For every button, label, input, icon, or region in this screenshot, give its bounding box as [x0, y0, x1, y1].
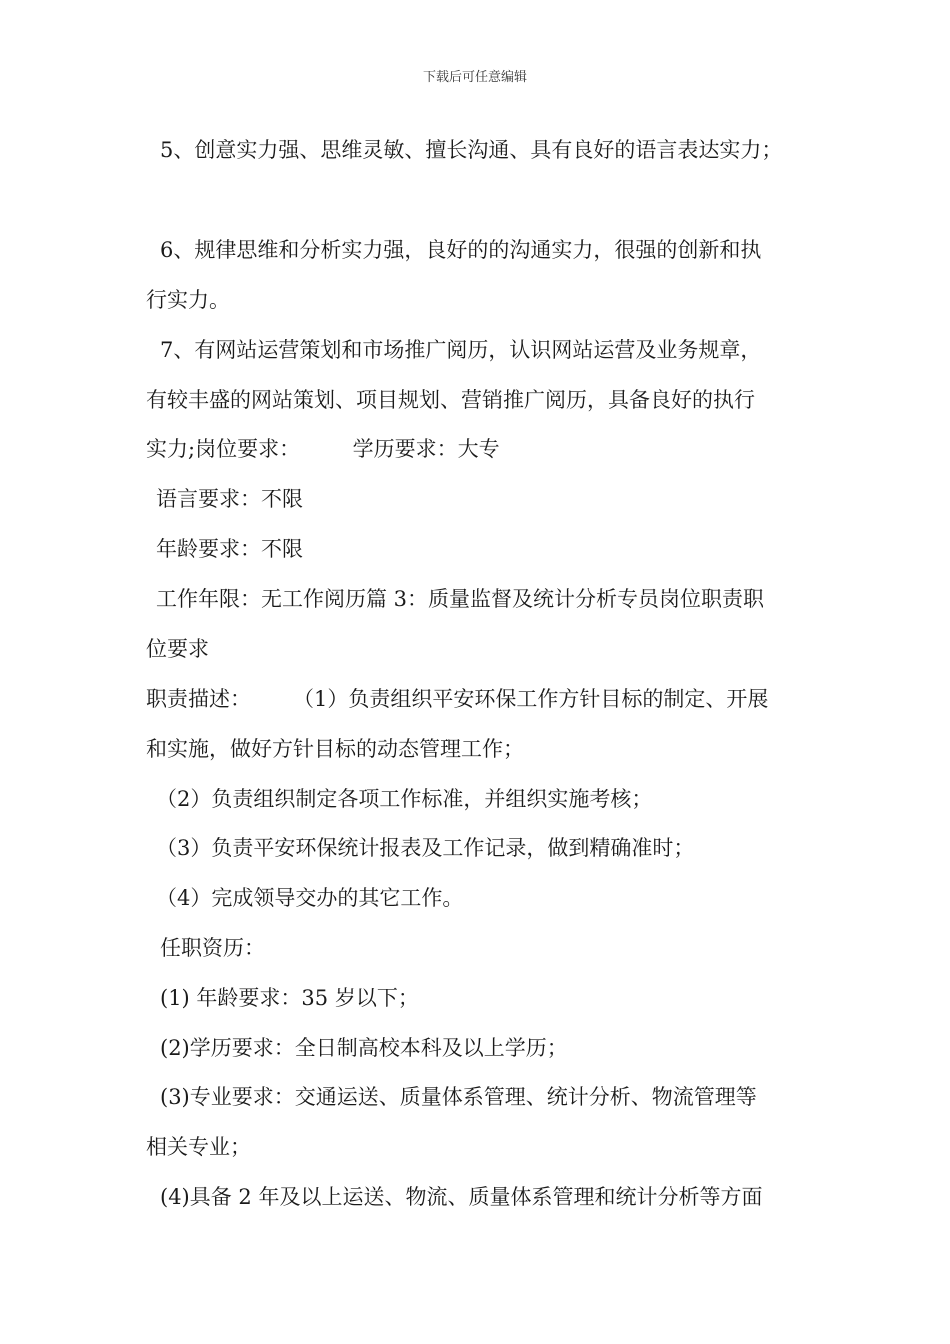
text-line: （4）完成领导交办的其它工作。	[156, 886, 464, 910]
text-line: （2）负责组织制定各项工作标准，并组织实施考核；	[156, 787, 653, 811]
text-line: (1) 年龄要求：35 岁以下；	[160, 986, 419, 1010]
text-line: 年龄要求：不限	[156, 537, 303, 561]
text-line: （3）负责平安环保统计报表及工作记录，做到精确准时；	[156, 836, 695, 860]
text-line: 和实施，做好方针目标的动态管理工作；	[146, 737, 524, 761]
text-line: 相关专业；	[146, 1135, 251, 1159]
text-line: 实力;岗位要求： 学历要求：大专	[146, 437, 500, 461]
text-line: 有较丰盛的网站策划、项目规划、营销推广阅历，具备良好的执行	[146, 388, 755, 412]
text-line: 任职资历：	[160, 936, 265, 960]
text-line: 6、规律思维和分析实力强，良好的的沟通实力，很强的创新和执	[160, 238, 762, 262]
text-line: 语言要求：不限	[156, 487, 303, 511]
text-line: (4)具备 2 年及以上运送、物流、质量体系管理和统计分析等方面	[160, 1185, 763, 1209]
text-line: (3)专业要求：交通运送、质量体系管理、统计分析、物流管理等	[160, 1085, 757, 1109]
text-line: 位要求	[146, 637, 209, 661]
text-line: 5、创意实力强、思维灵敏、擅长沟通、具有良好的语言表达实力；	[160, 138, 783, 162]
text-line: 行实力。	[146, 288, 230, 312]
text-line: 工作年限：无工作阅历篇 3：质量监督及统计分析专员岗位职责职	[156, 587, 765, 611]
text-line: 7、有网站运营策划和市场推广阅历，认识网站运营及业务规章，	[160, 338, 762, 362]
text-line: (2)学历要求：全日制高校本科及以上学历；	[160, 1036, 568, 1060]
text-line: 职责描述： （1）负责组织平安环保工作方针目标的制定、开展	[146, 687, 769, 711]
header-note: 下载后可任意编辑	[422, 70, 527, 85]
